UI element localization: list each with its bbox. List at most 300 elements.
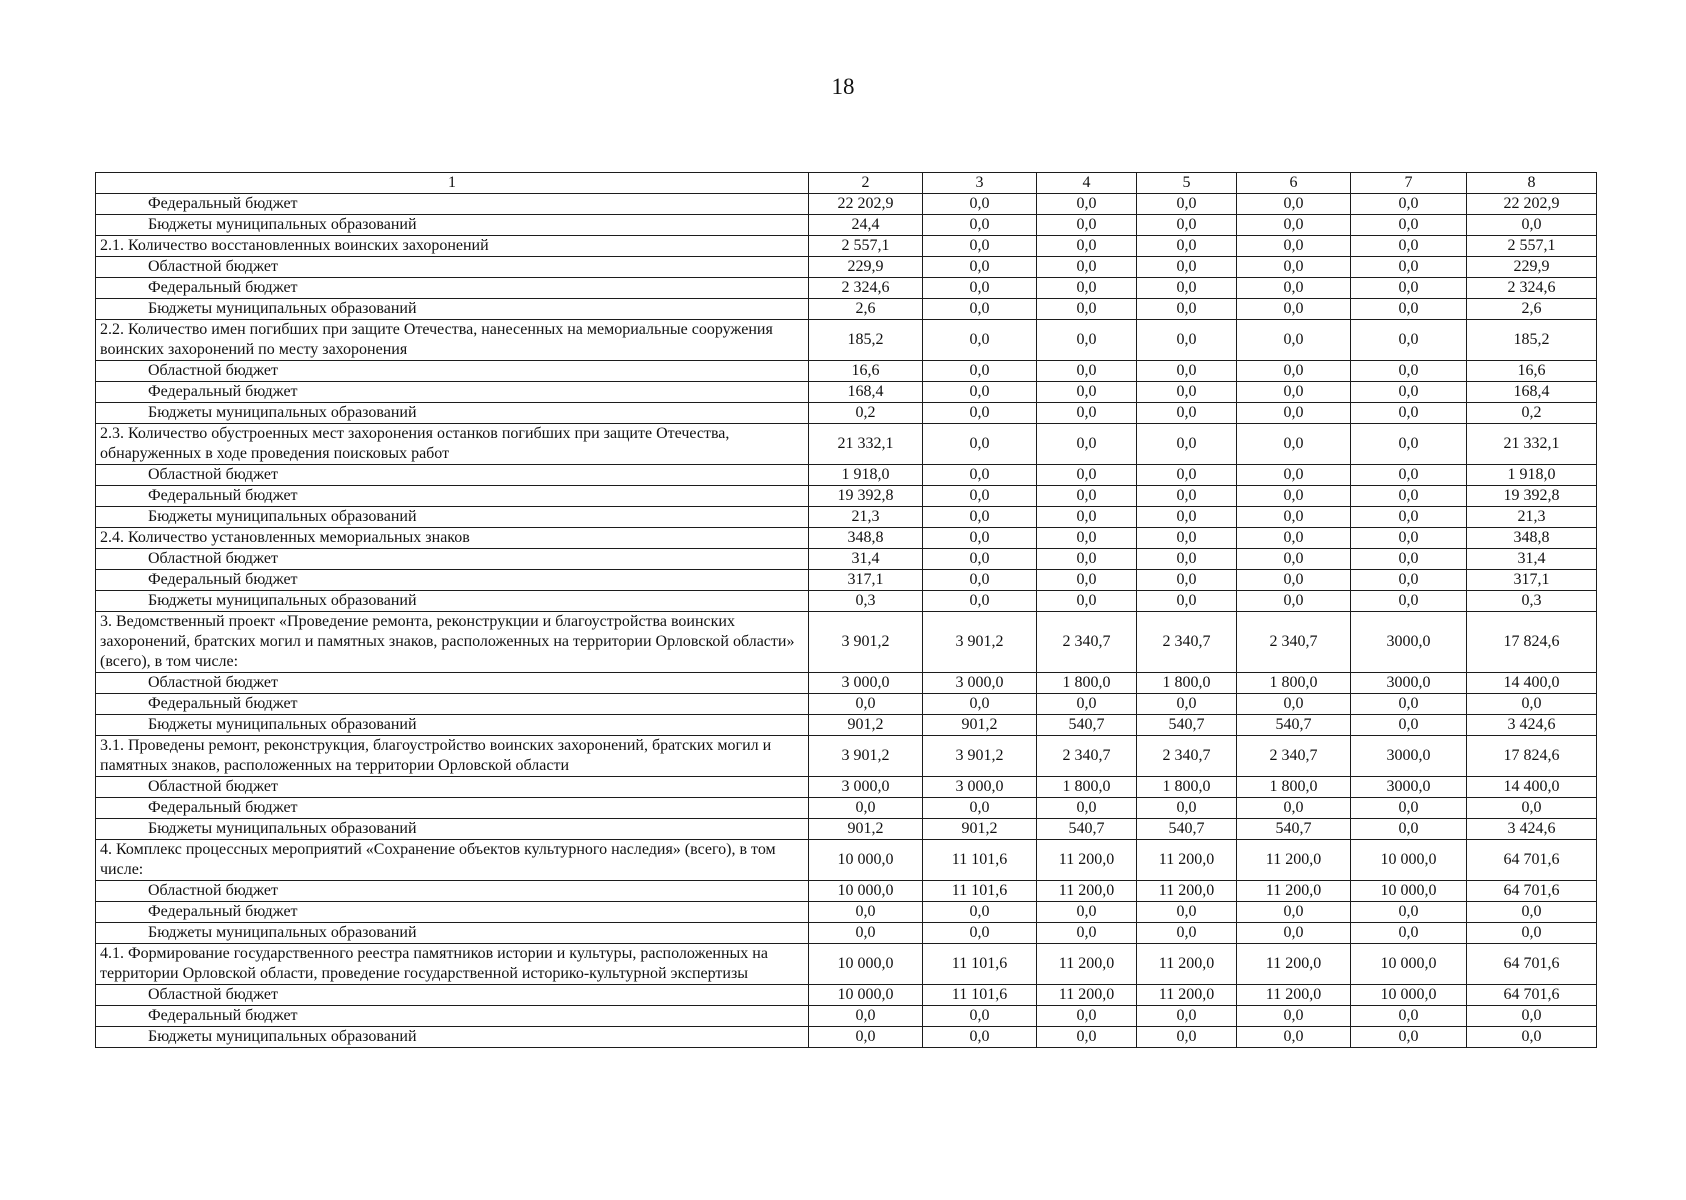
value-cell: 11 200,0 <box>1037 944 1137 985</box>
value-cell: 0,0 <box>923 236 1037 257</box>
row-label: 4.1. Формирование государственного реестра памятников истории и культуры, расположенных на территории Орловской области, проведение государственной историко-культурной экспертизы <box>96 944 809 985</box>
value-cell: 0,0 <box>809 694 923 715</box>
value-cell: 0,0 <box>1037 465 1137 486</box>
value-cell: 185,2 <box>809 320 923 361</box>
row-label: Бюджеты муниципальных образований <box>96 403 809 424</box>
value-cell: 0,0 <box>1237 194 1351 215</box>
value-cell: 1 800,0 <box>1037 777 1137 798</box>
header-row <box>96 173 1597 194</box>
value-cell: 0,0 <box>1237 320 1351 361</box>
value-cell: 0,0 <box>1351 902 1467 923</box>
value-cell: 0,0 <box>1037 1006 1137 1027</box>
value-cell: 0,0 <box>923 902 1037 923</box>
value-cell: 0,0 <box>1037 403 1137 424</box>
value-cell: 229,9 <box>809 257 923 278</box>
value-cell: 0,0 <box>923 570 1037 591</box>
table-row <box>96 194 1597 215</box>
value-cell: 0,0 <box>923 278 1037 299</box>
value-cell: 10 000,0 <box>1351 840 1467 881</box>
value-cell: 0,0 <box>1237 549 1351 570</box>
value-cell: 11 101,6 <box>923 881 1037 902</box>
value-cell: 0,0 <box>1137 549 1237 570</box>
table-row <box>96 236 1597 257</box>
value-cell: 0,0 <box>1137 278 1237 299</box>
value-cell: 19 392,8 <box>809 486 923 507</box>
table-row <box>96 549 1597 570</box>
value-cell: 0,0 <box>1237 215 1351 236</box>
value-cell: 0,0 <box>1037 694 1137 715</box>
value-cell: 0,0 <box>1237 798 1351 819</box>
value-cell: 0,0 <box>1351 549 1467 570</box>
value-cell: 0,0 <box>1137 424 1237 465</box>
row-label: Федеральный бюджет <box>96 798 809 819</box>
row-label: Областной бюджет <box>96 361 809 382</box>
table-row <box>96 278 1597 299</box>
budget-table <box>95 172 1597 1048</box>
value-cell: 0,0 <box>923 923 1037 944</box>
value-cell: 0,0 <box>1037 382 1137 403</box>
header-cell-6: 6 <box>1237 173 1351 194</box>
value-cell: 17 824,6 <box>1467 736 1597 777</box>
value-cell: 2 340,7 <box>1037 736 1137 777</box>
value-cell: 64 701,6 <box>1467 840 1597 881</box>
value-cell: 10 000,0 <box>1351 881 1467 902</box>
value-cell: 0,0 <box>1351 694 1467 715</box>
value-cell: 0,0 <box>1351 923 1467 944</box>
row-label: Федеральный бюджет <box>96 1006 809 1027</box>
value-cell: 11 200,0 <box>1237 985 1351 1006</box>
value-cell: 0,0 <box>1351 215 1467 236</box>
value-cell: 2 324,6 <box>1467 278 1597 299</box>
value-cell: 348,8 <box>809 528 923 549</box>
header-cell-7: 7 <box>1351 173 1467 194</box>
table-row <box>96 715 1597 736</box>
value-cell: 0,0 <box>1351 257 1467 278</box>
value-cell: 11 200,0 <box>1037 840 1137 881</box>
table-row <box>96 840 1597 881</box>
table-row <box>96 923 1597 944</box>
header-cell-3: 3 <box>923 173 1037 194</box>
row-label: Бюджеты муниципальных образований <box>96 507 809 528</box>
value-cell: 0,0 <box>1351 465 1467 486</box>
value-cell: 0,0 <box>1351 361 1467 382</box>
value-cell: 3000,0 <box>1351 777 1467 798</box>
value-cell: 2,6 <box>809 299 923 320</box>
value-cell: 2 324,6 <box>809 278 923 299</box>
value-cell: 0,0 <box>1467 694 1597 715</box>
value-cell: 11 200,0 <box>1037 881 1137 902</box>
table-header <box>96 173 1597 194</box>
value-cell: 0,0 <box>923 1027 1037 1048</box>
value-cell: 0,0 <box>1351 507 1467 528</box>
value-cell: 0,0 <box>1237 361 1351 382</box>
table-row <box>96 591 1597 612</box>
value-cell: 0,0 <box>1037 236 1137 257</box>
value-cell: 0,0 <box>923 486 1037 507</box>
row-label: 4. Комплекс процессных мероприятий «Сохранение объектов культурного наследия» (всего), в том числе: <box>96 840 809 881</box>
value-cell: 0,0 <box>923 361 1037 382</box>
table-row <box>96 1006 1597 1027</box>
value-cell: 11 200,0 <box>1037 985 1137 1006</box>
value-cell: 64 701,6 <box>1467 944 1597 985</box>
value-cell: 19 392,8 <box>1467 486 1597 507</box>
row-label: Областной бюджет <box>96 881 809 902</box>
table-row <box>96 694 1597 715</box>
table-row <box>96 819 1597 840</box>
value-cell: 0,0 <box>1351 299 1467 320</box>
value-cell: 21 332,1 <box>809 424 923 465</box>
value-cell: 16,6 <box>1467 361 1597 382</box>
value-cell: 0,0 <box>1137 591 1237 612</box>
value-cell: 901,2 <box>809 715 923 736</box>
value-cell: 3000,0 <box>1351 612 1467 673</box>
table-row <box>96 257 1597 278</box>
value-cell: 317,1 <box>1467 570 1597 591</box>
value-cell: 24,4 <box>809 215 923 236</box>
row-label: 2.4. Количество установленных мемориальных знаков <box>96 528 809 549</box>
value-cell: 0,0 <box>809 1027 923 1048</box>
value-cell: 21,3 <box>1467 507 1597 528</box>
row-label: Областной бюджет <box>96 465 809 486</box>
value-cell: 10 000,0 <box>809 881 923 902</box>
row-label: Бюджеты муниципальных образований <box>96 819 809 840</box>
table-row <box>96 798 1597 819</box>
value-cell: 0,0 <box>1237 486 1351 507</box>
value-cell: 0,0 <box>1037 299 1137 320</box>
table-row <box>96 736 1597 777</box>
value-cell: 10 000,0 <box>1351 985 1467 1006</box>
value-cell: 0,0 <box>1137 194 1237 215</box>
value-cell: 0,0 <box>923 549 1037 570</box>
value-cell: 0,0 <box>1037 257 1137 278</box>
value-cell: 0,0 <box>1237 257 1351 278</box>
row-label: Областной бюджет <box>96 673 809 694</box>
value-cell: 0,0 <box>1137 299 1237 320</box>
value-cell: 0,0 <box>1037 923 1137 944</box>
value-cell: 0,0 <box>923 424 1037 465</box>
table-row <box>96 985 1597 1006</box>
value-cell: 0,0 <box>1351 1027 1467 1048</box>
row-label: Федеральный бюджет <box>96 570 809 591</box>
value-cell: 3 000,0 <box>809 777 923 798</box>
value-cell: 0,0 <box>1037 215 1137 236</box>
value-cell: 14 400,0 <box>1467 673 1597 694</box>
table-row <box>96 465 1597 486</box>
value-cell: 0,0 <box>1037 361 1137 382</box>
value-cell: 540,7 <box>1237 819 1351 840</box>
row-label: Бюджеты муниципальных образований <box>96 715 809 736</box>
value-cell: 540,7 <box>1137 715 1237 736</box>
value-cell: 0,0 <box>1137 528 1237 549</box>
value-cell: 168,4 <box>809 382 923 403</box>
value-cell: 540,7 <box>1037 819 1137 840</box>
value-cell: 0,0 <box>923 320 1037 361</box>
value-cell: 540,7 <box>1237 715 1351 736</box>
value-cell: 0,2 <box>1467 403 1597 424</box>
value-cell: 0,0 <box>1137 1027 1237 1048</box>
value-cell: 31,4 <box>1467 549 1597 570</box>
value-cell: 11 101,6 <box>923 944 1037 985</box>
value-cell: 11 200,0 <box>1137 881 1237 902</box>
table-row <box>96 777 1597 798</box>
row-label: Бюджеты муниципальных образований <box>96 591 809 612</box>
value-cell: 0,0 <box>1237 591 1351 612</box>
value-cell: 17 824,6 <box>1467 612 1597 673</box>
value-cell: 540,7 <box>1037 715 1137 736</box>
row-label: Федеральный бюджет <box>96 278 809 299</box>
value-cell: 0,3 <box>809 591 923 612</box>
value-cell: 0,0 <box>923 299 1037 320</box>
table-row <box>96 612 1597 673</box>
value-cell: 0,0 <box>1237 570 1351 591</box>
row-label: Федеральный бюджет <box>96 486 809 507</box>
value-cell: 0,0 <box>1237 1027 1351 1048</box>
value-cell: 0,0 <box>1037 486 1137 507</box>
value-cell: 11 101,6 <box>923 840 1037 881</box>
value-cell: 11 200,0 <box>1237 881 1351 902</box>
value-cell: 1 800,0 <box>1037 673 1137 694</box>
value-cell: 0,0 <box>923 507 1037 528</box>
value-cell: 64 701,6 <box>1467 985 1597 1006</box>
value-cell: 11 200,0 <box>1237 840 1351 881</box>
value-cell: 0,0 <box>1037 570 1137 591</box>
header-cell-4: 4 <box>1037 173 1137 194</box>
table-row <box>96 215 1597 236</box>
value-cell: 0,0 <box>1237 236 1351 257</box>
table-row <box>96 382 1597 403</box>
value-cell: 3 901,2 <box>923 736 1037 777</box>
value-cell: 0,0 <box>1037 591 1137 612</box>
value-cell: 0,0 <box>1351 486 1467 507</box>
value-cell: 0,0 <box>1467 902 1597 923</box>
value-cell: 0,0 <box>923 798 1037 819</box>
value-cell: 21 332,1 <box>1467 424 1597 465</box>
value-cell: 0,0 <box>1137 236 1237 257</box>
value-cell: 22 202,9 <box>1467 194 1597 215</box>
value-cell: 0,0 <box>1037 507 1137 528</box>
value-cell: 0,0 <box>1351 570 1467 591</box>
value-cell: 0,0 <box>1351 1006 1467 1027</box>
value-cell: 317,1 <box>809 570 923 591</box>
value-cell: 0,3 <box>1467 591 1597 612</box>
value-cell: 0,0 <box>1237 902 1351 923</box>
value-cell: 2 340,7 <box>1237 612 1351 673</box>
table-row <box>96 881 1597 902</box>
value-cell: 0,0 <box>1037 1027 1137 1048</box>
value-cell: 3 901,2 <box>809 736 923 777</box>
value-cell: 901,2 <box>923 715 1037 736</box>
value-cell: 0,0 <box>1467 1027 1597 1048</box>
value-cell: 1 800,0 <box>1137 673 1237 694</box>
value-cell: 0,0 <box>923 694 1037 715</box>
value-cell: 0,0 <box>1237 278 1351 299</box>
value-cell: 0,0 <box>923 257 1037 278</box>
header-cell-2: 2 <box>809 173 923 194</box>
table-row <box>96 320 1597 361</box>
value-cell: 0,0 <box>1137 694 1237 715</box>
value-cell: 0,0 <box>1351 528 1467 549</box>
row-label: 2.1. Количество восстановленных воинских захоронений <box>96 236 809 257</box>
value-cell: 0,0 <box>1237 299 1351 320</box>
value-cell: 348,8 <box>1467 528 1597 549</box>
value-cell: 0,0 <box>809 798 923 819</box>
value-cell: 0,0 <box>1137 507 1237 528</box>
value-cell: 0,0 <box>1037 798 1137 819</box>
value-cell: 2 557,1 <box>809 236 923 257</box>
row-label: 3.1. Проведены ремонт, реконструкция, благоустройство воинских захоронений, братских могил и памятных знаков, расположенных на территории Орловской области <box>96 736 809 777</box>
value-cell: 0,0 <box>1351 798 1467 819</box>
value-cell: 0,0 <box>1037 194 1137 215</box>
table-row <box>96 944 1597 985</box>
value-cell: 0,0 <box>1237 528 1351 549</box>
value-cell: 185,2 <box>1467 320 1597 361</box>
value-cell: 0,0 <box>1137 1006 1237 1027</box>
value-cell: 1 800,0 <box>1137 777 1237 798</box>
value-cell: 3 424,6 <box>1467 819 1597 840</box>
value-cell: 0,0 <box>923 591 1037 612</box>
value-cell: 0,0 <box>1137 361 1237 382</box>
value-cell: 0,0 <box>1351 424 1467 465</box>
header-cell-1: 1 <box>96 173 809 194</box>
value-cell: 3 901,2 <box>923 612 1037 673</box>
value-cell: 0,0 <box>1137 403 1237 424</box>
value-cell: 0,0 <box>1237 1006 1351 1027</box>
value-cell: 0,0 <box>923 403 1037 424</box>
value-cell: 0,0 <box>1351 819 1467 840</box>
value-cell: 0,0 <box>1351 236 1467 257</box>
value-cell: 2,6 <box>1467 299 1597 320</box>
table-row <box>96 528 1597 549</box>
value-cell: 0,0 <box>1037 320 1137 361</box>
table-row <box>96 902 1597 923</box>
row-label: Федеральный бюджет <box>96 382 809 403</box>
value-cell: 0,0 <box>923 382 1037 403</box>
value-cell: 10 000,0 <box>1351 944 1467 985</box>
table-row <box>96 424 1597 465</box>
value-cell: 3 424,6 <box>1467 715 1597 736</box>
value-cell: 0,0 <box>1137 486 1237 507</box>
value-cell: 11 200,0 <box>1137 944 1237 985</box>
value-cell: 10 000,0 <box>809 840 923 881</box>
value-cell: 901,2 <box>923 819 1037 840</box>
value-cell: 0,0 <box>1137 257 1237 278</box>
value-cell: 0,0 <box>1237 507 1351 528</box>
value-cell: 0,0 <box>1137 465 1237 486</box>
value-cell: 11 101,6 <box>923 985 1037 1006</box>
table-row <box>96 673 1597 694</box>
value-cell: 0,0 <box>1037 278 1137 299</box>
value-cell: 0,0 <box>1351 278 1467 299</box>
value-cell: 3000,0 <box>1351 736 1467 777</box>
value-cell: 0,0 <box>1351 403 1467 424</box>
value-cell: 0,0 <box>923 194 1037 215</box>
row-label: Областной бюджет <box>96 257 809 278</box>
value-cell: 10 000,0 <box>809 944 923 985</box>
value-cell: 3000,0 <box>1351 673 1467 694</box>
row-label: 2.3. Количество обустроенных мест захоронения останков погибших при защите Отечества, обнаруженных в ходе проведения поисковых работ <box>96 424 809 465</box>
row-label: Бюджеты муниципальных образований <box>96 1027 809 1048</box>
value-cell: 0,0 <box>1467 798 1597 819</box>
value-cell: 3 000,0 <box>809 673 923 694</box>
value-cell: 1 800,0 <box>1237 777 1351 798</box>
table-row <box>96 507 1597 528</box>
value-cell: 0,0 <box>923 465 1037 486</box>
table-row <box>96 403 1597 424</box>
value-cell: 0,0 <box>1351 320 1467 361</box>
value-cell: 168,4 <box>1467 382 1597 403</box>
value-cell: 0,0 <box>1237 923 1351 944</box>
value-cell: 1 918,0 <box>1467 465 1597 486</box>
value-cell: 0,0 <box>1137 570 1237 591</box>
value-cell: 0,2 <box>809 403 923 424</box>
value-cell: 0,0 <box>1351 591 1467 612</box>
value-cell: 11 200,0 <box>1137 840 1237 881</box>
value-cell: 0,0 <box>1467 215 1597 236</box>
value-cell: 0,0 <box>1351 382 1467 403</box>
value-cell: 0,0 <box>1137 923 1237 944</box>
value-cell: 0,0 <box>1237 382 1351 403</box>
value-cell: 0,0 <box>809 923 923 944</box>
value-cell: 0,0 <box>1137 215 1237 236</box>
header-cell-5: 5 <box>1137 173 1237 194</box>
value-cell: 3 000,0 <box>923 777 1037 798</box>
row-label: Областной бюджет <box>96 985 809 1006</box>
table-row <box>96 361 1597 382</box>
row-label: Федеральный бюджет <box>96 694 809 715</box>
value-cell: 0,0 <box>1237 465 1351 486</box>
value-cell: 2 340,7 <box>1137 736 1237 777</box>
table-row <box>96 570 1597 591</box>
value-cell: 2 340,7 <box>1037 612 1137 673</box>
row-label: Бюджеты муниципальных образований <box>96 923 809 944</box>
value-cell: 0,0 <box>809 902 923 923</box>
value-cell: 0,0 <box>1137 798 1237 819</box>
value-cell: 2 557,1 <box>1467 236 1597 257</box>
value-cell: 540,7 <box>1137 819 1237 840</box>
value-cell: 229,9 <box>1467 257 1597 278</box>
value-cell: 0,0 <box>809 1006 923 1027</box>
value-cell: 0,0 <box>1037 528 1137 549</box>
value-cell: 0,0 <box>1351 194 1467 215</box>
value-cell: 22 202,9 <box>809 194 923 215</box>
row-label: 2.2. Количество имен погибших при защите Отечества, нанесенных на мемориальные сооружения воинских захоронений по месту захоронения <box>96 320 809 361</box>
value-cell: 0,0 <box>923 1006 1037 1027</box>
value-cell: 2 340,7 <box>1137 612 1237 673</box>
value-cell: 0,0 <box>1137 382 1237 403</box>
row-label: Областной бюджет <box>96 549 809 570</box>
value-cell: 0,0 <box>1237 424 1351 465</box>
value-cell: 3 000,0 <box>923 673 1037 694</box>
value-cell: 11 200,0 <box>1237 944 1351 985</box>
value-cell: 14 400,0 <box>1467 777 1597 798</box>
value-cell: 901,2 <box>809 819 923 840</box>
value-cell: 0,0 <box>1467 923 1597 944</box>
value-cell: 0,0 <box>1237 694 1351 715</box>
row-label: Бюджеты муниципальных образований <box>96 299 809 320</box>
value-cell: 11 200,0 <box>1137 985 1237 1006</box>
value-cell: 0,0 <box>1237 403 1351 424</box>
value-cell: 64 701,6 <box>1467 881 1597 902</box>
value-cell: 0,0 <box>1037 424 1137 465</box>
value-cell: 21,3 <box>809 507 923 528</box>
page-number: 18 <box>831 74 855 99</box>
table-row <box>96 1027 1597 1048</box>
table-body <box>96 194 1597 1048</box>
table-row <box>96 486 1597 507</box>
value-cell: 0,0 <box>923 215 1037 236</box>
value-cell: 0,0 <box>1137 902 1237 923</box>
row-label: Областной бюджет <box>96 777 809 798</box>
